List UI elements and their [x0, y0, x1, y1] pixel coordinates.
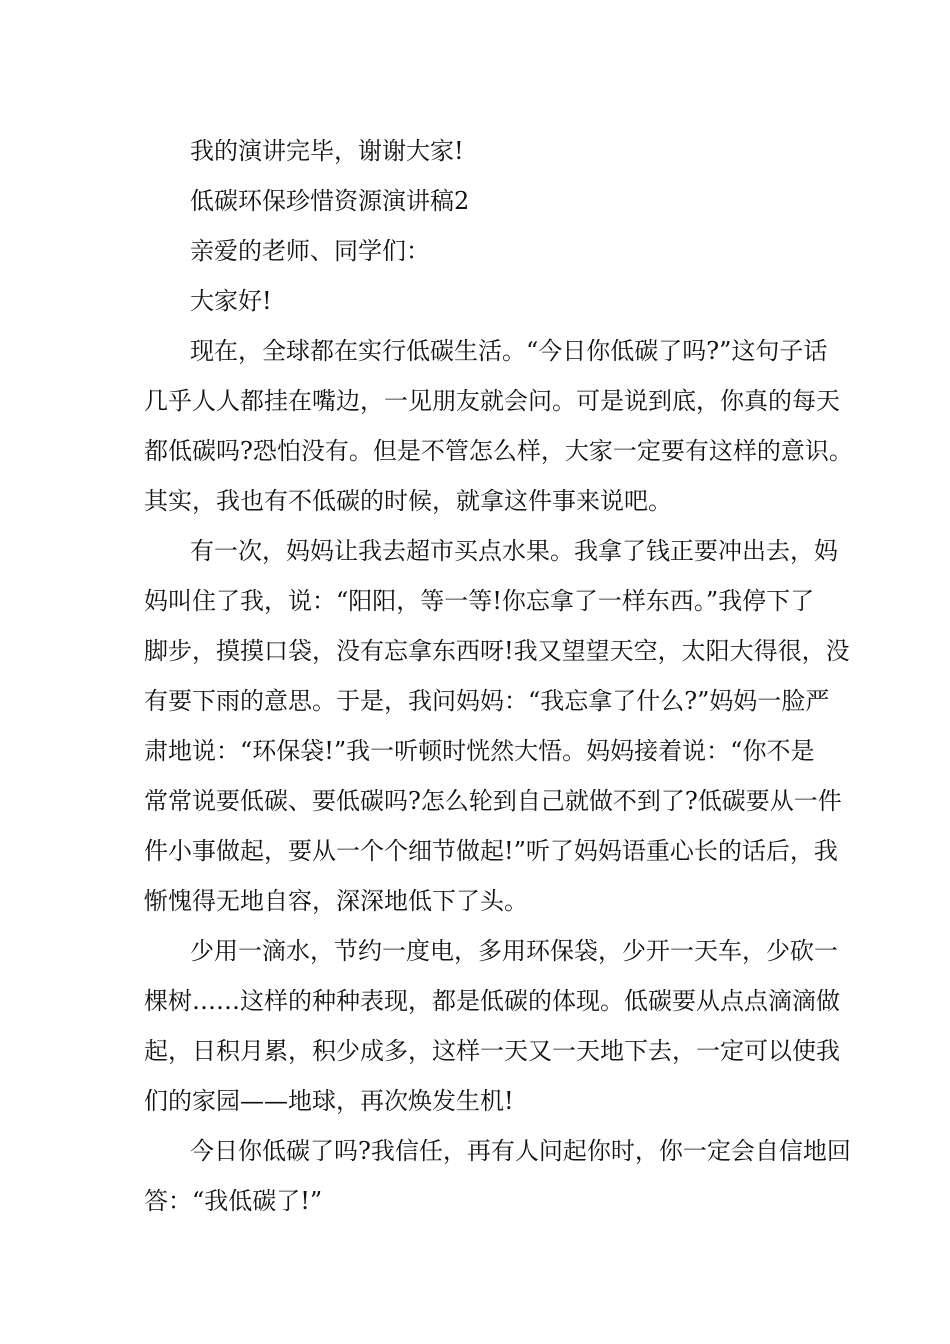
paragraph-2-line-7: 件小事做起，要从一个个细节做起!”听了妈妈语重心长的话后，我 — [144, 837, 838, 865]
closing-line: 我的演讲完毕，谢谢大家! — [190, 137, 464, 165]
paragraph-4-line-2: 答：“我低碳了!” — [144, 1187, 323, 1215]
paragraph-2-line-3: 脚步，摸摸口袋，没有忘拿东西呀!我又望望天空，太阳大得很，没 — [144, 637, 850, 665]
paragraph-1-line-1: 现在，全球都在实行低碳生活。“今日你低碳了吗?”这句子话 — [190, 337, 828, 365]
paragraph-2-line-1: 有一次，妈妈让我去超市买点水果。我拿了钱正要冲出去，妈 — [190, 537, 838, 565]
greeting: 大家好! — [190, 287, 272, 315]
paragraph-3-line-2: 棵树……这样的种种表现，都是低碳的体现。低碳要从点点滴滴做 — [144, 987, 840, 1015]
paragraph-1-line-4: 其实，我也有不低碳的时候，就拿这件事来说吧。 — [144, 487, 672, 515]
paragraph-3-line-3: 起，日积月累，积少成多，这样一天又一天地下去，一定可以使我 — [144, 1037, 840, 1065]
paragraph-3-line-4: 们的家园——地球，再次焕发生机! — [144, 1087, 514, 1115]
paragraph-1-line-3: 都低碳吗?恐怕没有。但是不管怎么样，大家一定要有这样的意识。 — [144, 437, 853, 465]
paragraph-2-line-8: 惭愧得无地自容，深深地低下了头。 — [144, 887, 528, 915]
paragraph-4-line-1: 今日你低碳了吗?我信任，再有人问起你时，你一定会自信地回 — [190, 1137, 851, 1165]
salutation: 亲爱的老师、同学们： — [190, 237, 430, 265]
speech-title: 低碳环保珍惜资源演讲稿2 — [190, 187, 470, 215]
paragraph-2-line-4: 有要下雨的意思。于是，我问妈妈：“我忘拿了什么?”妈妈一脸严 — [144, 687, 830, 715]
paragraph-2-line-5: 肃地说：“环保袋!”我一听顿时恍然大悟。妈妈接着说：“你不是 — [144, 737, 815, 765]
paragraph-3-line-1: 少用一滴水，节约一度电，多用环保袋，少开一天车，少砍一 — [190, 937, 838, 965]
paragraph-1-line-2: 几乎人人都挂在嘴边，一见朋友就会问。可是说到底，你真的每天 — [144, 387, 840, 415]
paragraph-2-line-2: 妈叫住了我，说：“阳阳，等一等!你忘拿了一样东西。”我停下了 — [144, 587, 815, 615]
paragraph-2-line-6: 常常说要低碳、要低碳吗?怎么轮到自己就做不到了?低碳要从一件 — [144, 787, 842, 815]
